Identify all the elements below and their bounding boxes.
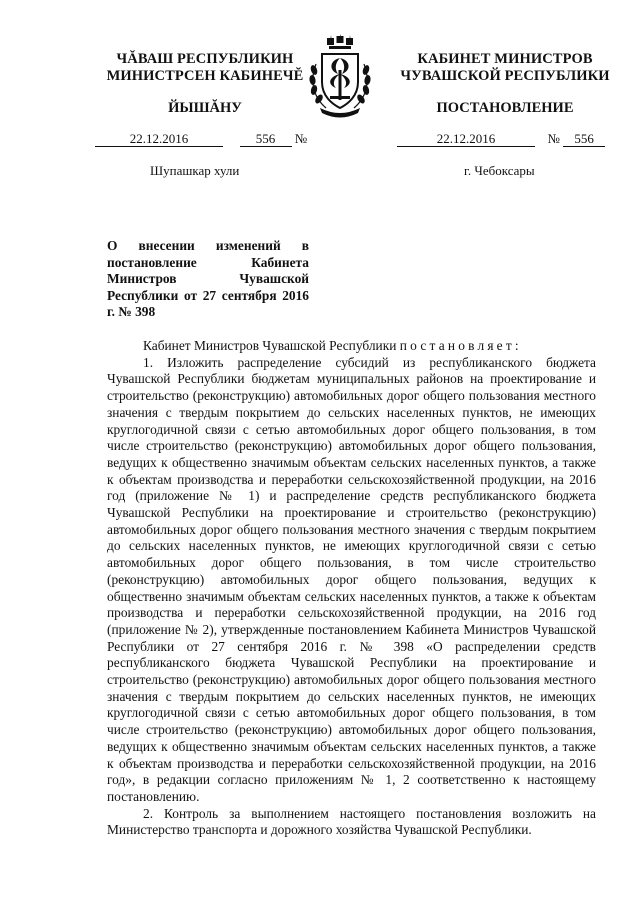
place-right: г. Чебоксары <box>464 163 535 178</box>
registration-right-date: 22.12.2016 <box>397 132 535 147</box>
preamble-start: Кабинет Министров Чувашской Республики <box>143 338 397 353</box>
doctype-left: ЙЫШĂНУ <box>168 100 242 116</box>
registration-left-no-sign: № <box>294 131 308 146</box>
header-left-line2: МИНИСТРСЕН КАБИНЕЧĔ <box>106 68 304 84</box>
place-left: Шупашкар хули <box>150 163 240 178</box>
registration-left <box>95 131 307 147</box>
registration-right <box>397 131 605 147</box>
preamble-decree-word: постановляет: <box>399 338 522 353</box>
header-russian-ministry <box>385 51 625 85</box>
chuvash-republic-coat-of-arms-icon <box>300 34 380 118</box>
paragraph-item-1: 1. Изложить распределение субсидий из республиканского бюджета Чувашской Республики бюджетам муниципальных районов на проектирование и строительство (реконструкцию) автомобильных дорог общего пользования местного значения с твердым покрытием до сельских населенных пунктов, не имеющих круглогодичной связи с сетью автомобильных дорог общего пользования, в том числе строительство (реконструкцию) автомобильных дорог общего пользования, ведущих к общественно значимым объектам сельских населенных пунктов, а также к объектам производства и переработки сельскохозяйственной продукции, на 2016 год (приложение № 1) и распределение средств республиканского бюджета Чувашской Республики на проектирование и строительство (реконструкцию) автомобильных дорог общего пользования местного значения с твердым покрытием до сельских населенных пунктов, не имеющих круглогодичной связи с сетью автомобильных дорог общего пользования, в том числе строительство (реконструкцию) автомобильных дорог общего пользования, ведущих к общественно значимым объектам сельских населенных пунктов, а также к объектам производства и переработки сельскохозяйственной продукции, на 2016 год (приложение № 2), утвержденные постановлением Кабинета Министров Чувашской Республики от 27 сентября 2016 г. № 398 «О распределении средств республиканского бюджета Чувашской Республики на проектирование и строительство (реконструкцию) автомобильных дорог общего пользования местного значения с твердым покрытием до сельских населенных пунктов, не имеющих круглогодичной связи с сетью автомобильных дорог общего пользования, в том числе строительство (реконструкцию) автомобильных дорог общего пользования, ведущих к общественно значимым объектам сельских населенных пунктов, а также к объектам производства и переработки сельскохозяйственной продукции, на 2016 год», в редакции согласно приложениям № 1, 2 соответственно к настоящему постановлению. <box>107 354 596 804</box>
document-body <box>107 338 596 839</box>
registration-right-no-sign: № <box>547 131 560 146</box>
header-right-line2: ЧУВАШСКОЙ РЕСПУБЛИКИ <box>400 68 610 84</box>
doctype-right: ПОСТАНОВЛЕНИЕ <box>436 100 574 116</box>
document-subject: О внесении изменений в постановление Кабинета Министров Чувашской Республики от 27 сентября 2016 г. № 398 <box>107 238 309 320</box>
paragraph-item-2: 2. Контроль за выполнением настоящего постановления возложить на Министерство транспорта и дорожного хозяйства Чувашской Республики. <box>107 805 596 838</box>
preamble <box>107 338 596 355</box>
header-right-line1: КАБИНЕТ МИНИСТРОВ <box>417 51 593 67</box>
registration-left-number: 556 <box>240 132 292 147</box>
header-left-line1: ЧĂВАШ РЕСПУБЛИКИН <box>116 51 294 67</box>
header-chuvash-ministry <box>95 51 315 85</box>
registration-right-number: 556 <box>563 132 605 147</box>
registration-left-date: 22.12.2016 <box>95 132 223 147</box>
